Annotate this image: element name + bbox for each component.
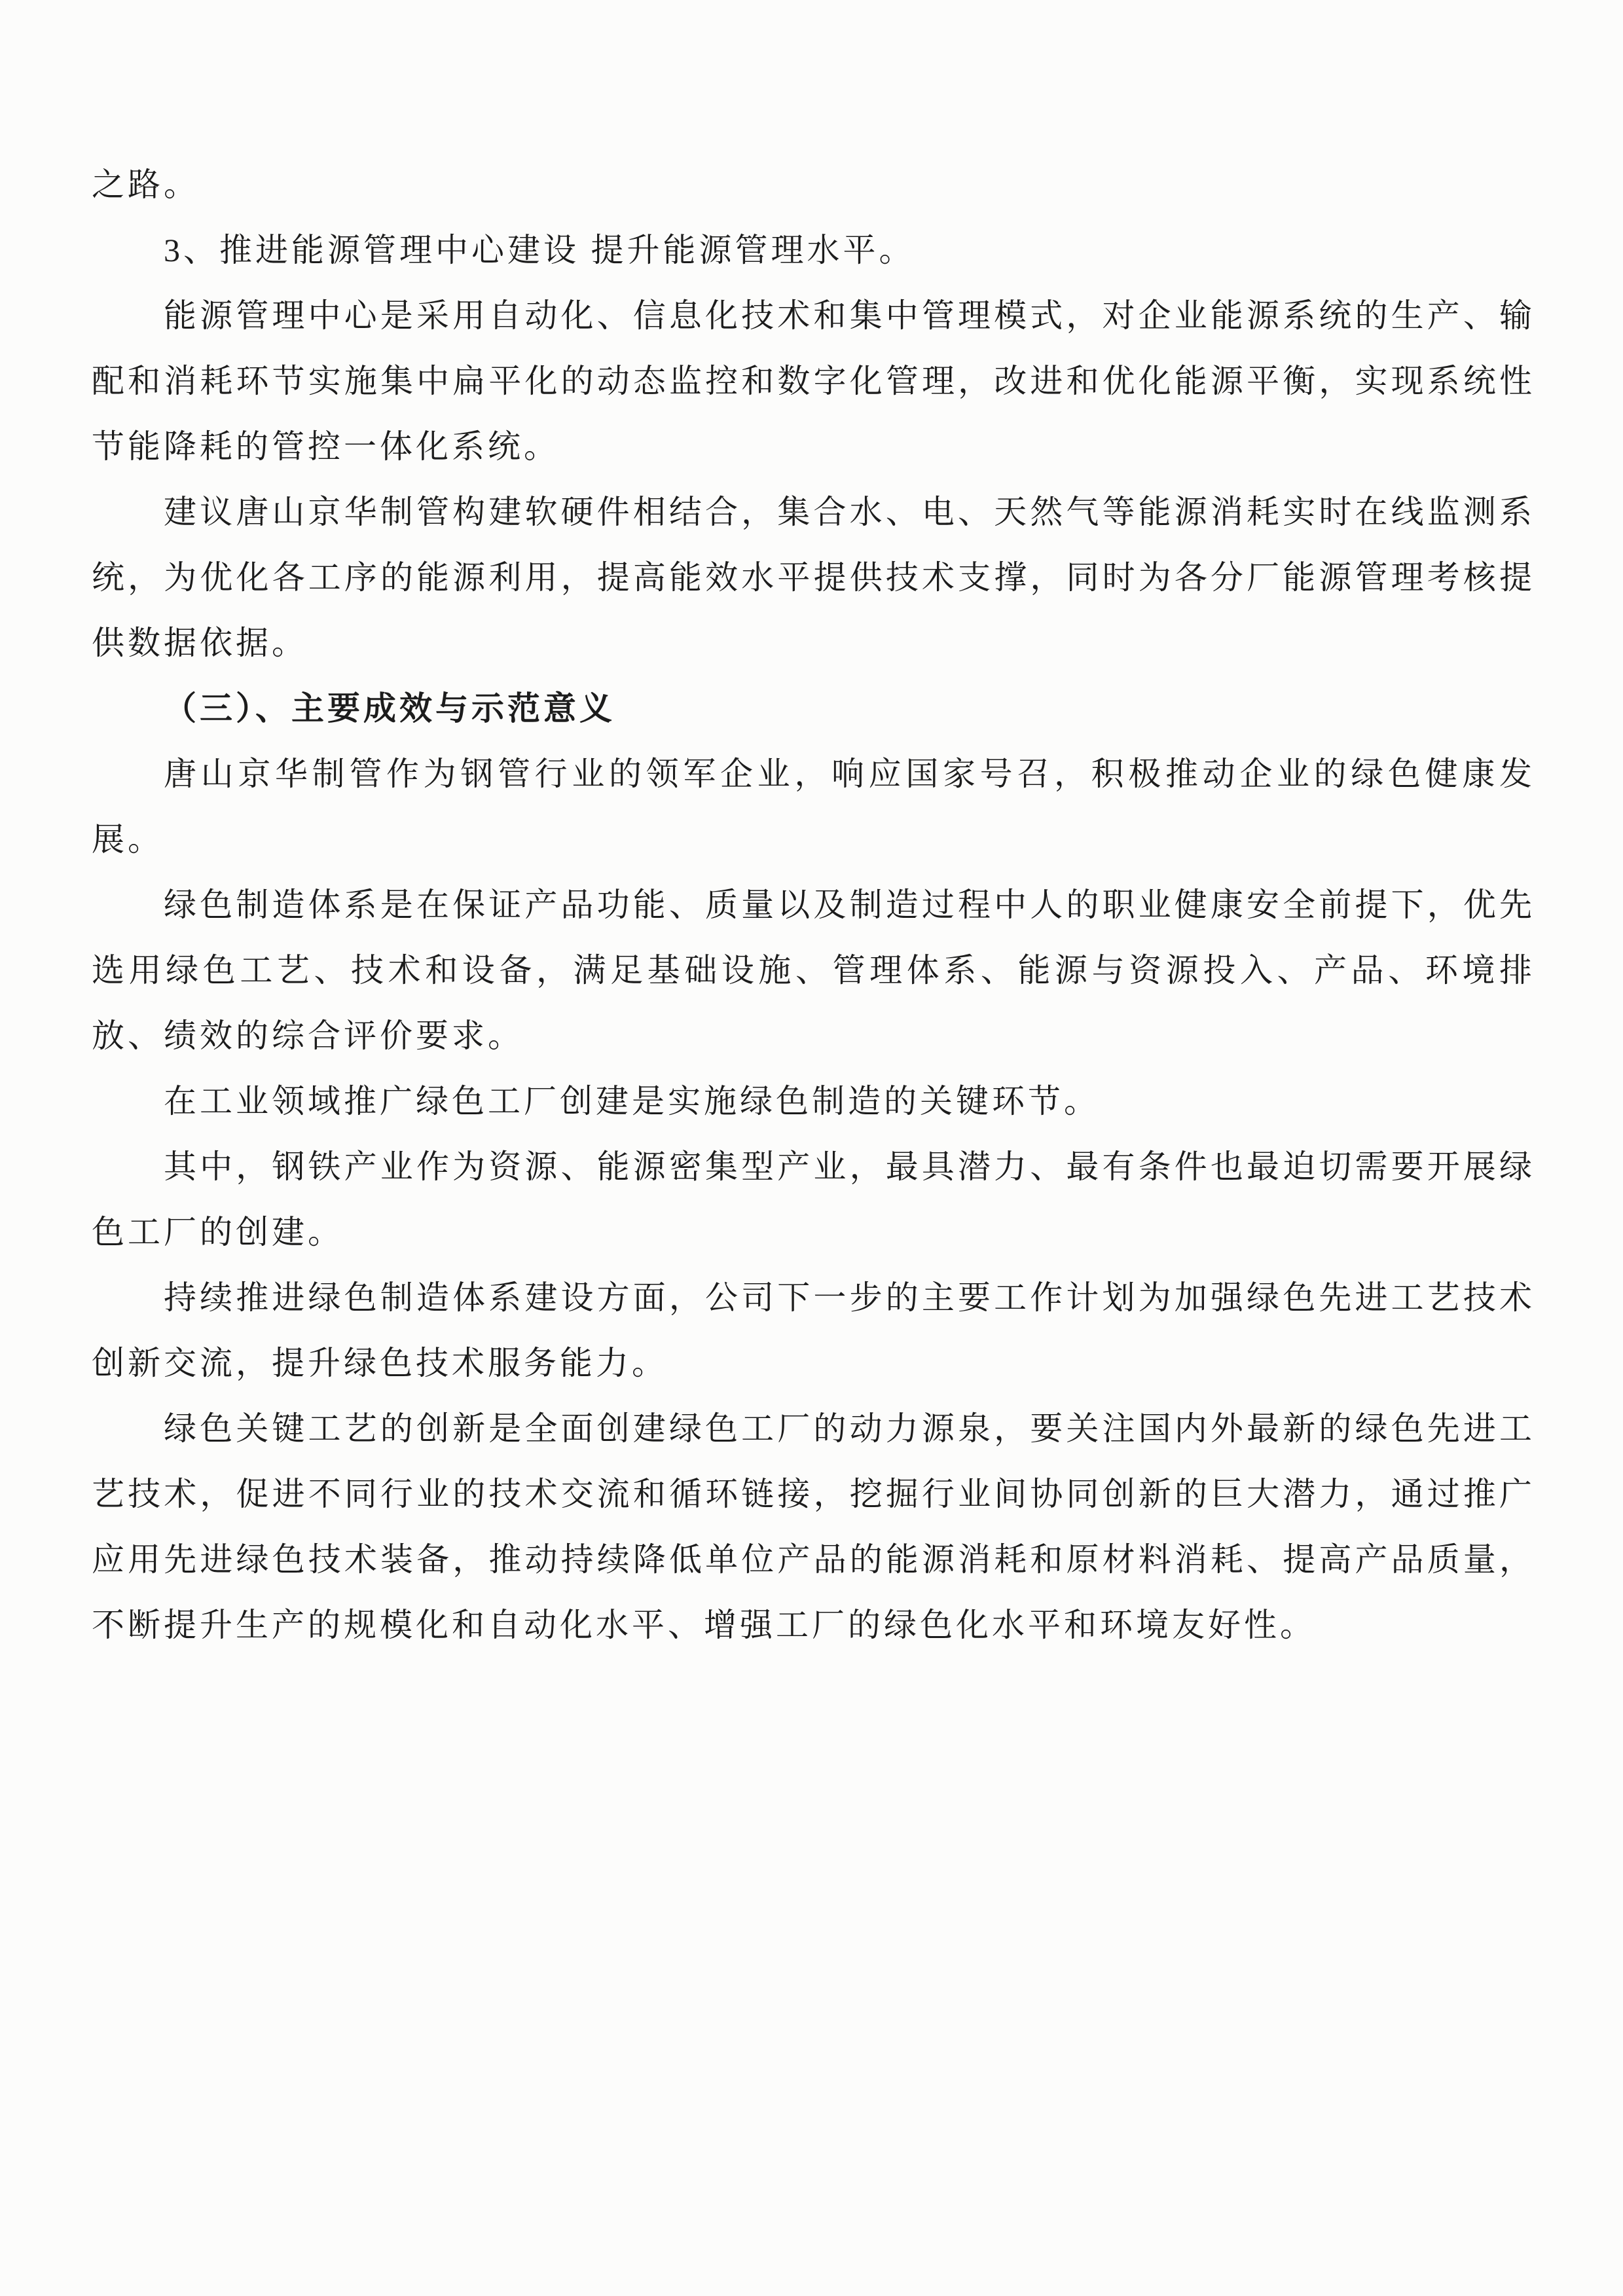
- document-body: [92, 152, 1535, 1658]
- paragraph: 绿色关键工艺的创新是全面创建绿色工厂的动力源泉，要关注国内外最新的绿色先进工艺技术，促进不同行业的技术交流和循环链接，挖掘行业间协同创新的巨大潜力，通过推广应用先进绿色技术装备，推动持续降低单位产品的能源消耗和原材料消耗、提高产品质量，不断提升生产的规模化和自动化水平、增强工厂的绿色化水平和环境友好性。: [92, 1410, 1535, 1643]
- paragraph: 绿色制造体系是在保证产品功能、质量以及制造过程中人的职业健康安全前提下，优先选用绿色工艺、技术和设备，满足基础设施、管理体系、能源与资源投入、产品、环境排放、绩效的综合评价要求。: [92, 886, 1535, 1054]
- paragraph: 持续推进绿色制造体系建设方面，公司下一步的主要工作计划为加强绿色先进工艺技术创新交流，提升绿色技术服务能力。: [92, 1279, 1535, 1381]
- paragraph: 建议唐山京华制管构建软硬件相结合，集合水、电、天然气等能源消耗实时在线监测系统，为优化各工序的能源利用，提高能效水平提供技术支撑，同时为各分厂能源管理考核提供数据依据。: [92, 494, 1535, 661]
- section-heading: （三）、主要成效与示范意义: [164, 690, 615, 727]
- paragraph: 唐山京华制管作为钢管行业的领军企业，响应国家号召，积极推动企业的绿色健康发展。: [92, 756, 1535, 858]
- paragraph: 其中，钢铁产业作为资源、能源密集型产业，最具潜力、最有条件也最迫切需要开展绿色工厂的创建。: [92, 1148, 1535, 1250]
- numbered-item-heading: 3、推进能源管理中心建设 提升能源管理水平。: [164, 232, 915, 268]
- paragraph: 能源管理中心是采用自动化、信息化技术和集中管理模式，对企业能源系统的生产、输配和消耗环节实施集中扁平化的动态监控和数字化管理，改进和优化能源平衡，实现系统性节能降耗的管控一体化系统。: [92, 297, 1535, 465]
- paragraph-continuation: 之路。: [92, 166, 200, 203]
- paragraph: 在工业领域推广绿色工厂创建是实施绿色制造的关键环节。: [164, 1083, 1100, 1120]
